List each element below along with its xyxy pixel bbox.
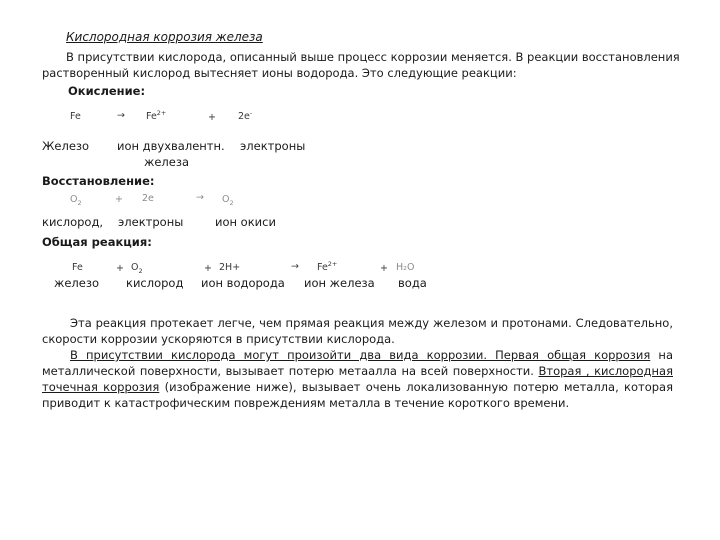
overall-formula-fe2: $Fe^{2+}$ — [317, 259, 338, 273]
paragraph-1 — [42, 315, 673, 347]
reduction-plus: + — [115, 194, 123, 205]
paragraph-1-line-1: Эта реакция протекает легче, чем прямая реакция между железом и протонами. Следовательно, — [70, 316, 673, 330]
paragraph-1-line-2: скорости коррозии ускоряются в присутствии кислорода. — [42, 332, 395, 346]
oxidation-plus: + — [208, 112, 216, 123]
paragraph-2 — [42, 347, 673, 411]
paragraph-2-line-2: металлической поверхности, вызывает потерю метаалла на всей поверхности. Вторая , кислородная — [42, 364, 673, 378]
overall-formula-2h: 2H+ — [219, 262, 241, 273]
overall-formula-o2: $O_2$ — [131, 262, 143, 275]
page-title: Кислородная коррозия железа — [66, 30, 263, 44]
oxidation-label-ion-2: железа — [144, 155, 190, 169]
reduction-label-electrons: электроны — [118, 215, 184, 229]
overall-label-hydrogen-ion: ион водорода — [201, 276, 285, 290]
overall-formula-h2o: H₂O — [396, 262, 415, 273]
oxidation-heading: Окисление: — [68, 84, 146, 98]
reduction-formula-o2-ion: $O_2$ — [222, 194, 234, 207]
overall-label-oxygen: кислород — [126, 276, 184, 290]
overall-heading: Общая реакция: — [42, 235, 152, 249]
overall-label-iron: железо — [54, 276, 100, 290]
overall-label-iron-ion: ион железа — [304, 276, 375, 290]
reduction-arrow: → — [196, 192, 204, 203]
paragraph-2-line-4: приводит к катастрофическим повреждениям металла в течение короткого времени. — [42, 396, 570, 410]
oxidation-label-electrons: электроны — [240, 139, 306, 153]
reduction-formula-2e: 2e — [142, 193, 154, 204]
overall-arrow: → — [291, 261, 299, 272]
overall-plus-1: + — [116, 263, 124, 274]
oxidation-formula-fe: Fe — [70, 111, 81, 122]
reduction-formula-o2: $O_2$ — [70, 194, 82, 207]
paragraph-2-line-1: В присутствии кислорода могут произойти два вида коррозии. Первая общая коррозия на — [70, 348, 673, 362]
reduction-label-oxygen: кислород, — [42, 215, 104, 229]
overall-plus-2: + — [204, 263, 212, 274]
oxidation-arrow: → — [117, 110, 125, 121]
oxidation-formula-2e: 2e- — [238, 108, 253, 122]
reduction-heading: Восстановление: — [42, 174, 155, 188]
oxidation-label-ion: ион двухвалентн. — [117, 139, 225, 153]
reduction-label-oxide-ion: ион окиси — [215, 215, 276, 229]
overall-plus-3: + — [380, 263, 388, 274]
oxidation-formula-fe2: $Fe^{2+}$ — [146, 108, 167, 122]
intro-line-1: В присутствии кислорода, описанный выше процесс коррозии меняется. В реакции восстановления — [66, 50, 680, 64]
oxidation-label-iron: Железо — [42, 139, 90, 153]
paragraph-2-line-3: точечная коррозия (изображение ниже), вызывает очень локализованную потерю металла, которая — [42, 380, 673, 394]
overall-formula-fe: Fe — [72, 262, 83, 273]
intro-paragraph — [42, 49, 680, 81]
overall-label-water: вода — [398, 276, 427, 290]
intro-line-2: растворенный кислород вытесняет ионы водорода. Это следующие реакции: — [42, 66, 517, 80]
